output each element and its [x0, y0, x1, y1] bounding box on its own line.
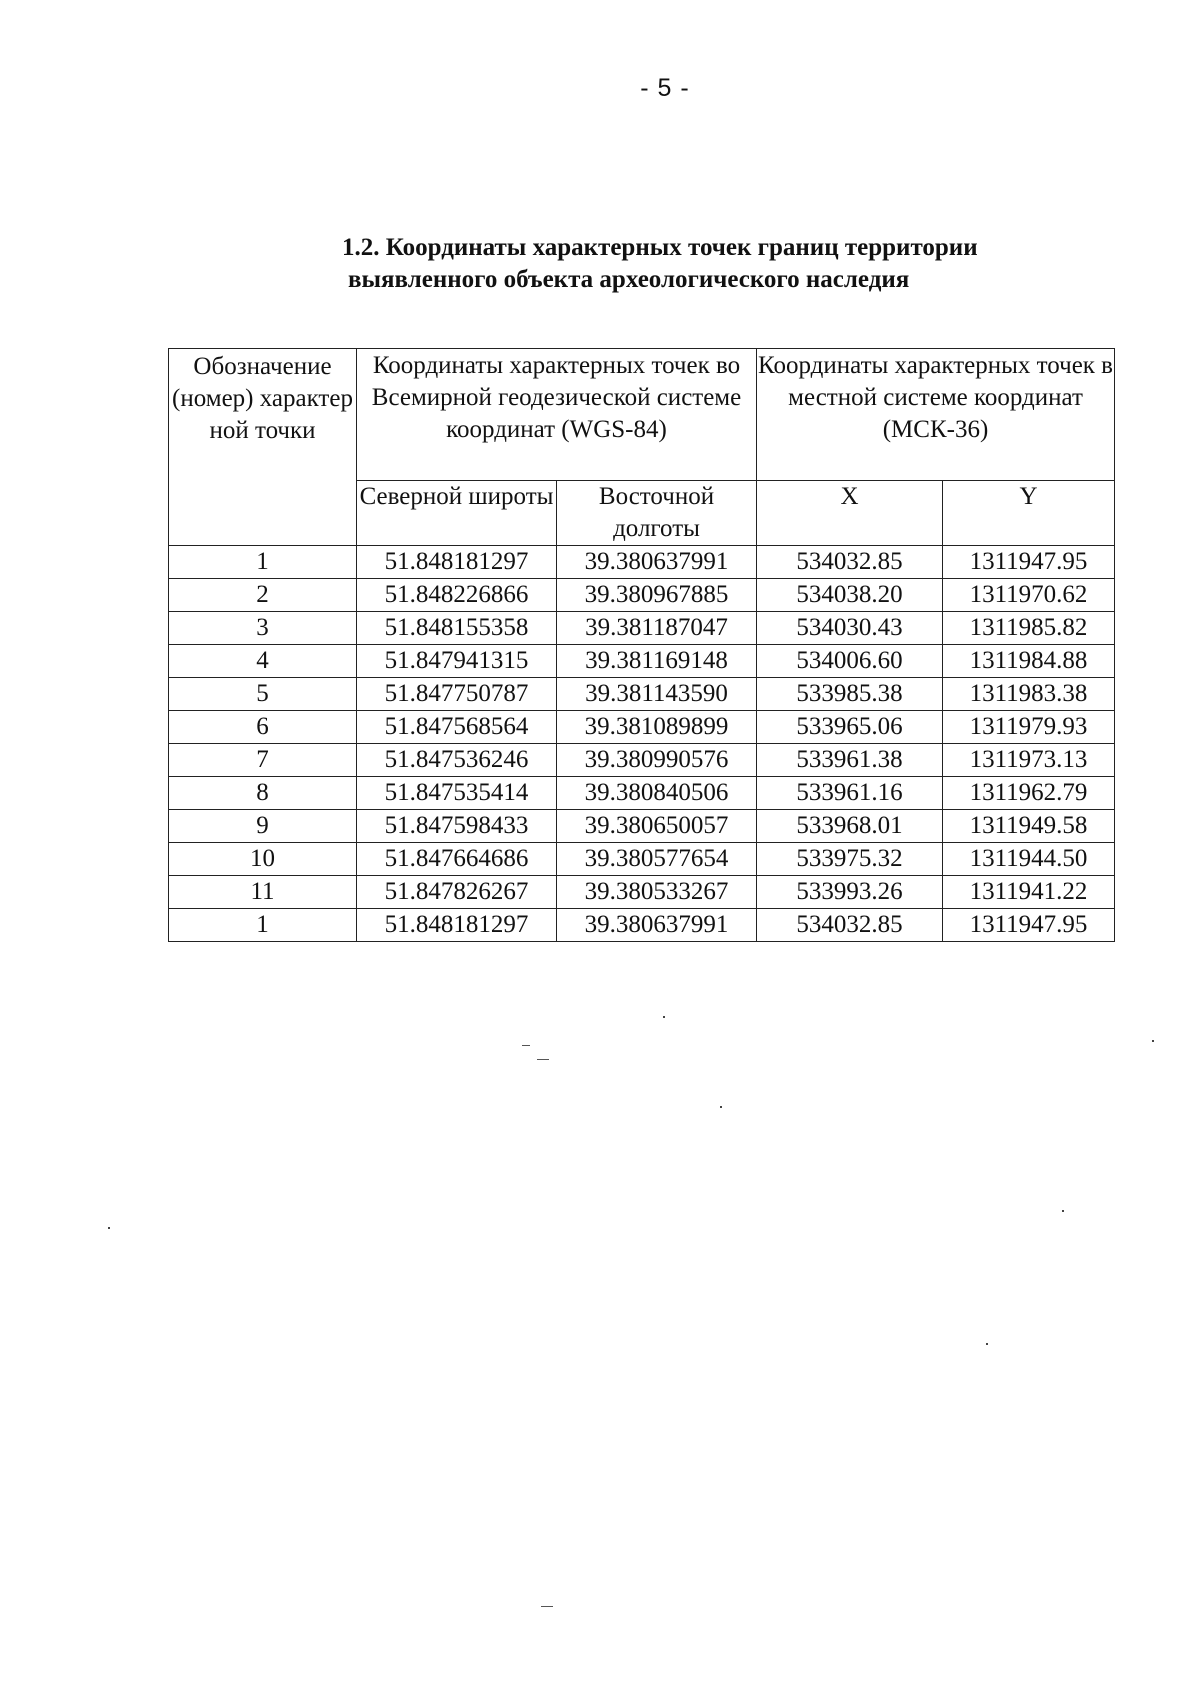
cell-x: 534030.43	[757, 612, 943, 645]
cell-point: 1	[169, 909, 357, 942]
cell-longitude: 39.380967885	[557, 579, 757, 612]
scan-speck	[720, 1106, 722, 1108]
table-row	[169, 645, 1115, 678]
table-header	[169, 349, 1115, 546]
scan-speck	[986, 1343, 988, 1345]
cell-latitude: 51.847568564	[357, 711, 557, 744]
header-wgs-group: Координаты характерных точек во Всемирной геодезической системе координат (WGS-84)	[357, 349, 757, 481]
cell-latitude: 51.848155358	[357, 612, 557, 645]
page-number: - 5 -	[640, 74, 690, 102]
cell-longitude: 39.381089899	[557, 711, 757, 744]
cell-point: 1	[169, 546, 357, 579]
header-north-latitude: Северной широты	[357, 481, 557, 546]
table-row	[169, 546, 1115, 579]
cell-longitude: 39.381169148	[557, 645, 757, 678]
table-row	[169, 843, 1115, 876]
cell-point: 8	[169, 777, 357, 810]
cell-latitude: 51.847664686	[357, 843, 557, 876]
cell-x: 533961.38	[757, 744, 943, 777]
header-msk-group: Координаты характерных точек в местной системе координат (МСК-36)	[757, 349, 1115, 481]
cell-x: 534038.20	[757, 579, 943, 612]
cell-x: 533975.32	[757, 843, 943, 876]
cell-y: 1311983.38	[943, 678, 1115, 711]
cell-x: 534032.85	[757, 909, 943, 942]
cell-latitude: 51.847535414	[357, 777, 557, 810]
table-row	[169, 678, 1115, 711]
cell-point: 11	[169, 876, 357, 909]
table-row	[169, 876, 1115, 909]
table-row	[169, 909, 1115, 942]
cell-longitude: 39.380990576	[557, 744, 757, 777]
cell-latitude: 51.847598433	[357, 810, 557, 843]
header-x: X	[757, 481, 943, 546]
cell-point: 4	[169, 645, 357, 678]
cell-latitude: 51.848226866	[357, 579, 557, 612]
cell-point: 7	[169, 744, 357, 777]
cell-latitude: 51.847536246	[357, 744, 557, 777]
scan-speck	[537, 1059, 549, 1060]
cell-y: 1311962.79	[943, 777, 1115, 810]
cell-point: 3	[169, 612, 357, 645]
cell-x: 534032.85	[757, 546, 943, 579]
cell-y: 1311970.62	[943, 579, 1115, 612]
cell-point: 2	[169, 579, 357, 612]
scan-speck	[522, 1045, 530, 1046]
cell-latitude: 51.847941315	[357, 645, 557, 678]
cell-y: 1311979.93	[943, 711, 1115, 744]
cell-longitude: 39.380533267	[557, 876, 757, 909]
cell-x: 533965.06	[757, 711, 943, 744]
cell-latitude: 51.847750787	[357, 678, 557, 711]
cell-y: 1311949.58	[943, 810, 1115, 843]
cell-longitude: 39.381143590	[557, 678, 757, 711]
cell-point: 9	[169, 810, 357, 843]
cell-longitude: 39.380637991	[557, 909, 757, 942]
cell-y: 1311947.95	[943, 546, 1115, 579]
cell-longitude: 39.380650057	[557, 810, 757, 843]
cell-point: 6	[169, 711, 357, 744]
cell-y: 1311984.88	[943, 645, 1115, 678]
scan-speck	[663, 1016, 665, 1018]
cell-longitude: 39.380637991	[557, 546, 757, 579]
cell-point: 10	[169, 843, 357, 876]
scan-speck	[1062, 1210, 1064, 1212]
table-body	[169, 546, 1115, 942]
header-designation: Обозначение (номер) характер ной точки	[169, 349, 357, 546]
cell-x: 534006.60	[757, 645, 943, 678]
cell-latitude: 51.848181297	[357, 546, 557, 579]
cell-latitude: 51.847826267	[357, 876, 557, 909]
section-title	[342, 232, 1142, 296]
table-row	[169, 711, 1115, 744]
cell-longitude: 39.381187047	[557, 612, 757, 645]
cell-y: 1311973.13	[943, 744, 1115, 777]
scan-speck	[1152, 1040, 1154, 1042]
cell-y: 1311947.95	[943, 909, 1115, 942]
table-row	[169, 777, 1115, 810]
table-row	[169, 579, 1115, 612]
cell-point: 5	[169, 678, 357, 711]
coordinates-table	[168, 348, 1115, 942]
cell-longitude: 39.380577654	[557, 843, 757, 876]
section-title-line-1: 1.2. Координаты характерных точек границ территории	[342, 234, 978, 261]
cell-x: 533968.01	[757, 810, 943, 843]
cell-x: 533961.16	[757, 777, 943, 810]
table-row	[169, 612, 1115, 645]
cell-y: 1311941.22	[943, 876, 1115, 909]
cell-y: 1311985.82	[943, 612, 1115, 645]
section-title-line-2: выявленного объекта археологического наследия	[348, 266, 910, 293]
table-row	[169, 744, 1115, 777]
header-east-longitude: Восточной долготы	[557, 481, 757, 546]
header-y: Y	[943, 481, 1115, 546]
scan-speck	[108, 1227, 110, 1229]
cell-latitude: 51.848181297	[357, 909, 557, 942]
cell-y: 1311944.50	[943, 843, 1115, 876]
cell-x: 533993.26	[757, 876, 943, 909]
table-row	[169, 810, 1115, 843]
cell-x: 533985.38	[757, 678, 943, 711]
cell-longitude: 39.380840506	[557, 777, 757, 810]
scan-speck	[541, 1606, 553, 1607]
